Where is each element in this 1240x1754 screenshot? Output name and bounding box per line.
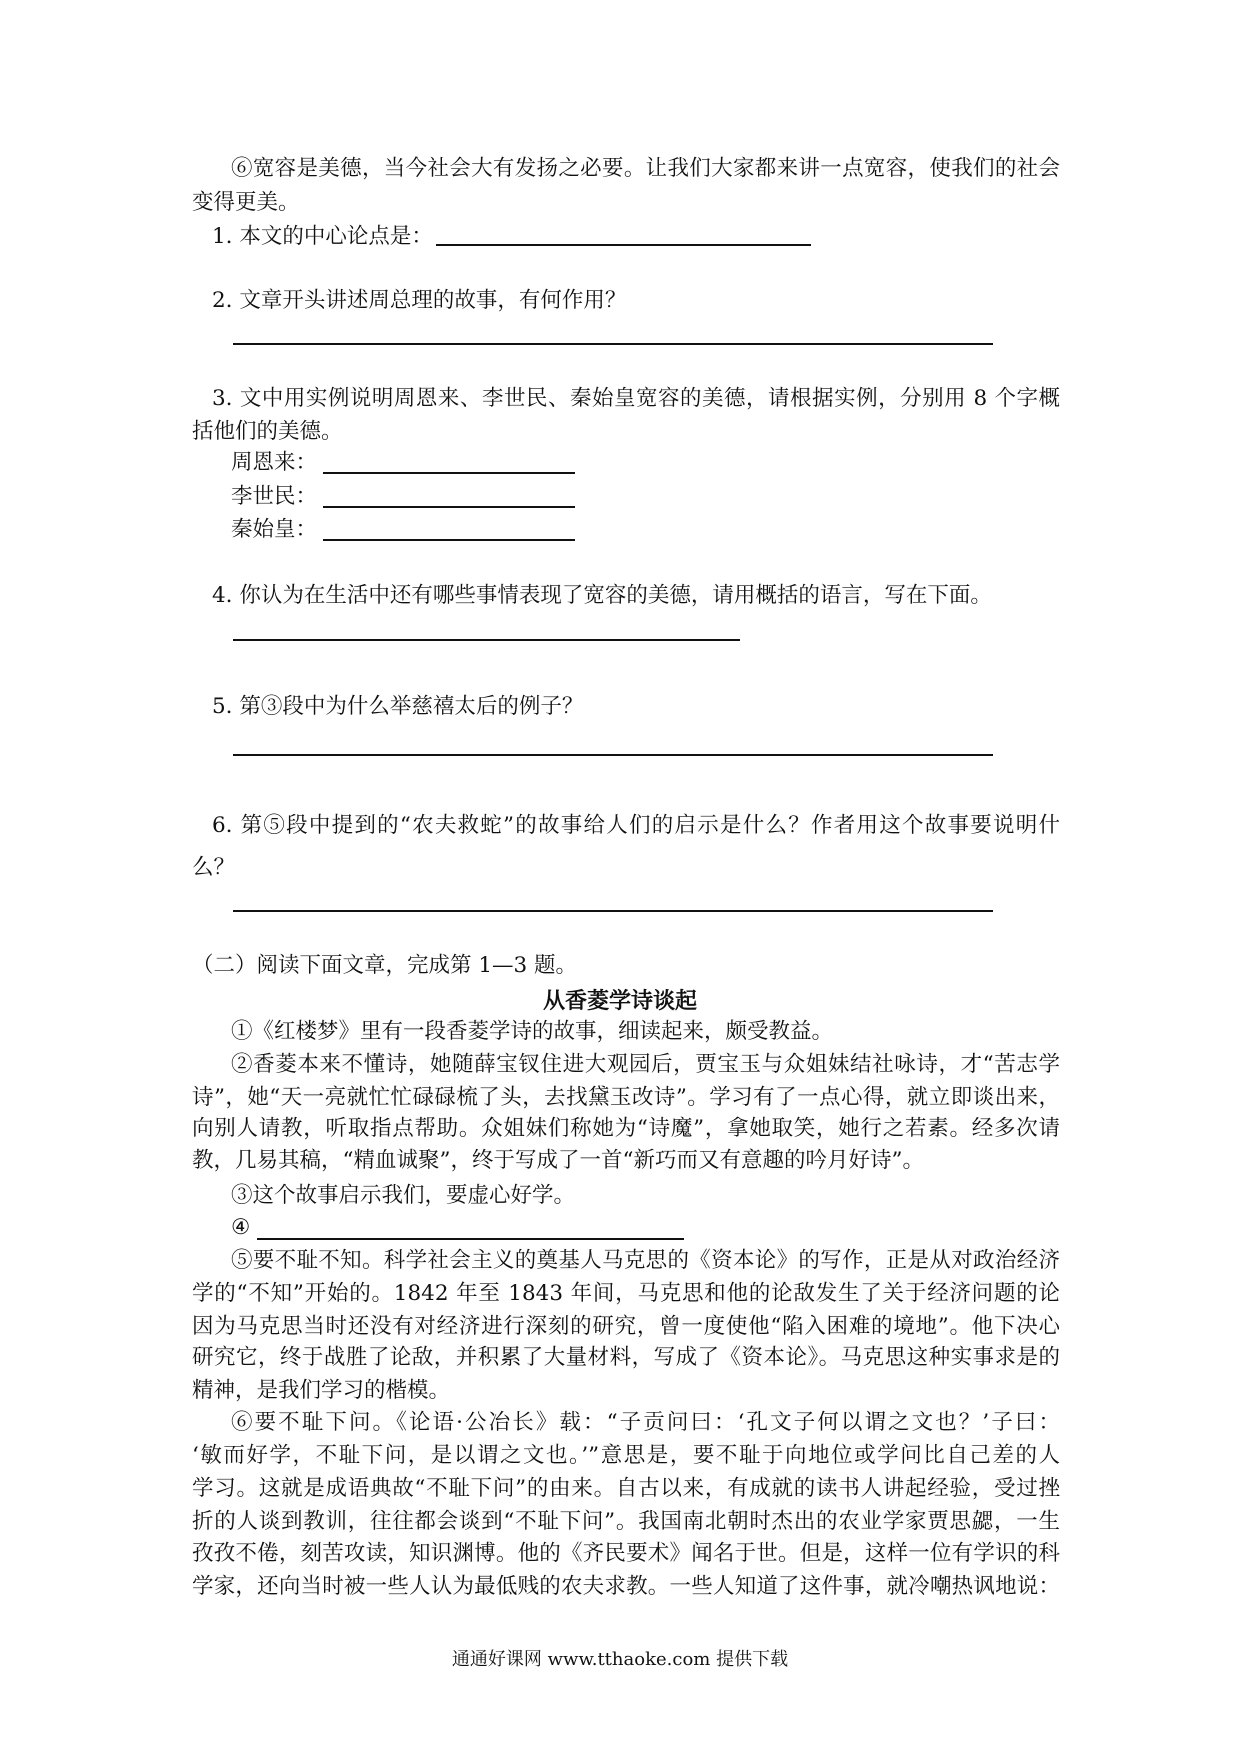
question-6-line: 么？ <box>192 855 236 880</box>
paragraph-6-line: 变得更美。 <box>192 190 300 215</box>
article-paragraph-5-line: 精神，是我们学习的楷模。 <box>192 1378 451 1403</box>
question-5: 5. 第③段中为什么举慈禧太后的例子？ <box>212 694 584 719</box>
answer-line-zhou-enlai[interactable] <box>323 472 575 474</box>
article-paragraph-2-line: 教，几易其稿，“精血诚聚”，终于写成了一首“新巧而又有意趣的吟月好诗”。 <box>192 1148 924 1173</box>
article-paragraph-6-line: 学习。这就是成语典故“不耻下问”的由来。自古以来，有成就的读书人讲起经验，受过挫 <box>192 1476 1060 1501</box>
paragraph-6-line: ⑥宽容是美德，当今社会大有发扬之必要。让我们大家都来讲一点宽容，使我们的社会 <box>231 156 1060 181</box>
article-paragraph-5-line: 研究它，终于战胜了论敌，并积累了大量材料，写成了《资本论》。马克思这种实事求是的 <box>192 1345 1060 1370</box>
answer-line-2[interactable] <box>233 343 993 345</box>
section-2-instruction: （二）阅读下面文章，完成第 1—3 题。 <box>192 953 578 978</box>
article-paragraph-6-line: 孜孜不倦，刻苦攻读，知识渊博。他的《齐民要术》闻名于世。但是，这样一位有学识的科 <box>192 1541 1060 1566</box>
article-paragraph-6-line: ⑥要不耻下问。《论语·公冶长》载：“子贡问曰：‘孔文子何以谓之文也？’子曰： <box>231 1410 1060 1435</box>
answer-line-6[interactable] <box>233 910 993 912</box>
label-zhou-enlai: 周恩来： <box>231 450 318 475</box>
article-title: 从香菱学诗谈起 <box>542 988 697 1014</box>
answer-line-paragraph-4[interactable] <box>257 1238 684 1240</box>
article-paragraph-1: ①《红楼梦》里有一段香菱学诗的故事，细读起来，颇受教益。 <box>231 1019 834 1044</box>
answer-line-4[interactable] <box>233 639 740 641</box>
answer-line-5[interactable] <box>233 754 993 756</box>
question-4: 4. 你认为在生活中还有哪些事情表现了宽容的美德，请用概括的语言，写在下面。 <box>212 583 992 608</box>
page-footer: 通通好课网 www.tthaoke.com 提供下载 <box>451 1649 789 1670</box>
article-paragraph-6-line: ‘敏而好学，不耻下问，是以谓之文也。’”意思是，要不耻于向地位或学问比自己差的人 <box>192 1443 1060 1468</box>
article-paragraph-6-line: 学家，还向当时被一些人认为最低贱的农夫求教。一些人知道了这件事，就冷嘲热讽地说： <box>192 1574 1060 1599</box>
question-1: 1. 本文的中心论点是： <box>212 224 433 249</box>
answer-line-qin-shihuang[interactable] <box>323 539 575 541</box>
article-paragraph-5-line: 学的“不知”开始的。1842 年至 1843 年间，马克思和他的论敌发生了关于经济问题的论 <box>192 1281 1060 1306</box>
article-paragraph-5-line: ⑤要不耻不知。科学社会主义的奠基人马克思的《资本论》的写作，正是从对政治经济 <box>231 1248 1060 1273</box>
article-paragraph-2-line: 诗”，她“天一亮就忙忙碌碌梳了头，去找黛玉改诗”。学习有了一点心得，就立即谈出来， <box>192 1085 1060 1110</box>
article-paragraph-2-line: 向别人请教，听取指点帮助。众姐妹们称她为“诗魔”，拿她取笑，她行之若素。经多次请 <box>192 1116 1060 1141</box>
label-qin-shihuang: 秦始皇： <box>231 517 318 542</box>
answer-line-1[interactable] <box>436 244 811 246</box>
question-3-line: 括他们的美德。 <box>192 419 343 444</box>
article-paragraph-5-line: 因为马克思当时还没有对经济进行深刻的研究，曾一度使他“陷入困难的境地”。他下决心 <box>192 1314 1060 1339</box>
article-paragraph-3: ③这个故事启示我们，要虚心好学。 <box>231 1183 576 1208</box>
article-paragraph-6-line: 折的人谈到教训，往往都会谈到“不耻下问”。我国南北朝时杰出的农业学家贾思勰，一生 <box>192 1509 1060 1534</box>
article-paragraph-2-line: ②香菱本来不懂诗，她随薛宝钗住进大观园后，贾宝玉与众姐妹结社咏诗，才“苦志学 <box>231 1052 1060 1077</box>
answer-line-li-shimin[interactable] <box>323 506 575 508</box>
question-2: 2. 文章开头讲述周总理的故事，有何作用？ <box>212 288 627 313</box>
article-paragraph-4: ④ <box>231 1215 251 1240</box>
question-3-line: 3. 文中用实例说明周恩来、李世民、秦始皇宽容的美德，请根据实例，分别用 8 个字概 <box>212 386 1060 411</box>
question-6-line: 6. 第⑤段中提到的“农夫救蛇”的故事给人们的启示是什么？作者用这个故事要说明什 <box>212 813 1060 838</box>
label-li-shimin: 李世民： <box>231 484 318 509</box>
